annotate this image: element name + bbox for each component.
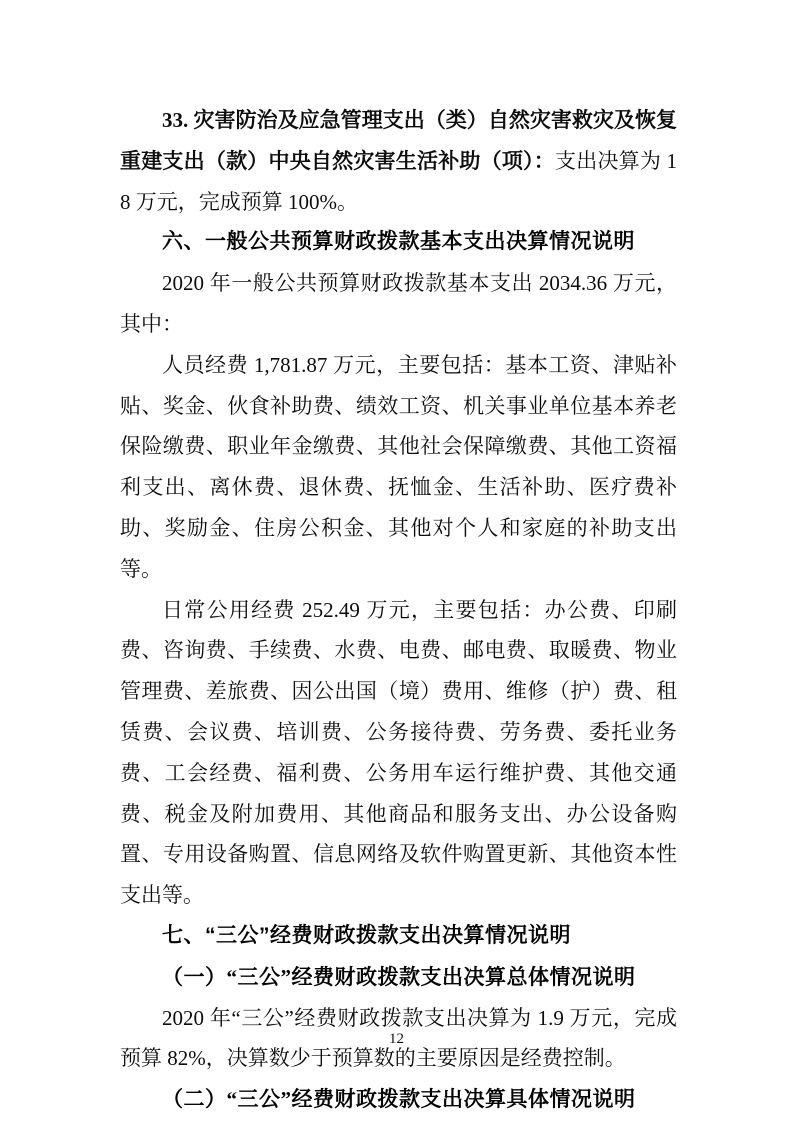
heading-section-7: 七、“三公”经费财政拨款支出决算情况说明	[162, 923, 571, 947]
paragraph-sangong-total: 2020 年“三公”经费财政拨款支出决算为 1.9 万元，完成预算 82%，决算数少于预算数的主要原因是经费控制。	[120, 1005, 677, 1071]
heading-section-7-2: （二）“三公”经费财政拨款支出决算具体情况说明	[162, 1087, 636, 1112]
document-body	[120, 100, 677, 1120]
heading-section-7-1: （一）“三公”经费财政拨款支出决算总体情况说明	[162, 964, 636, 989]
paragraph-item-33-lead: 33. 灾害防治及应急管理支出（类）自然灾害救灾及恢复重建支出（款）中央自然灾害生活补助（项）：	[120, 108, 677, 173]
paragraph-personnel-funds: 人员经费 1,781.87 万元，主要包括：基本工资、津贴补贴、奖金、伙食补助费、绩效工资、机关事业单位基本养老保险缴费、职业年金缴费、其他社会保障缴费、其他工资福利支出、离休费、退休费、抚恤金、生活补助、医疗费补助、奖励金、住房公积金、其他对个人和家庭的补助支出等。	[120, 352, 677, 581]
paragraph-item-33-rest: 支出决算为 18 万元，完成预算 100%。	[120, 148, 678, 214]
heading-section-6: 六、一般公共预算财政拨款基本支出决算情况说明	[162, 230, 635, 254]
paragraph-basic-expenditure: 2020 年一般公共预算财政拨款基本支出 2034.36 万元，其中：	[120, 271, 677, 336]
paragraph-daily-operating-funds: 日常公用经费 252.49 万元，主要包括：办公费、印刷费、咨询费、手续费、水费、电费、邮电费、取暖费、物业管理费、差旅费、因公出国（境）费用、维修（护）费、租赁费、会议费、培训费、公务接待费、劳务费、委托业务费、工会经费、福利费、公务用车运行维护费、其他交通费、税金及附加费用、其他商品和服务支出、办公设备购置、专用设备购置、信息网络及软件购置更新、其他资本性支出等。	[120, 597, 677, 908]
paragraph-item-33	[120, 100, 677, 222]
page-number: 12	[389, 1031, 404, 1047]
